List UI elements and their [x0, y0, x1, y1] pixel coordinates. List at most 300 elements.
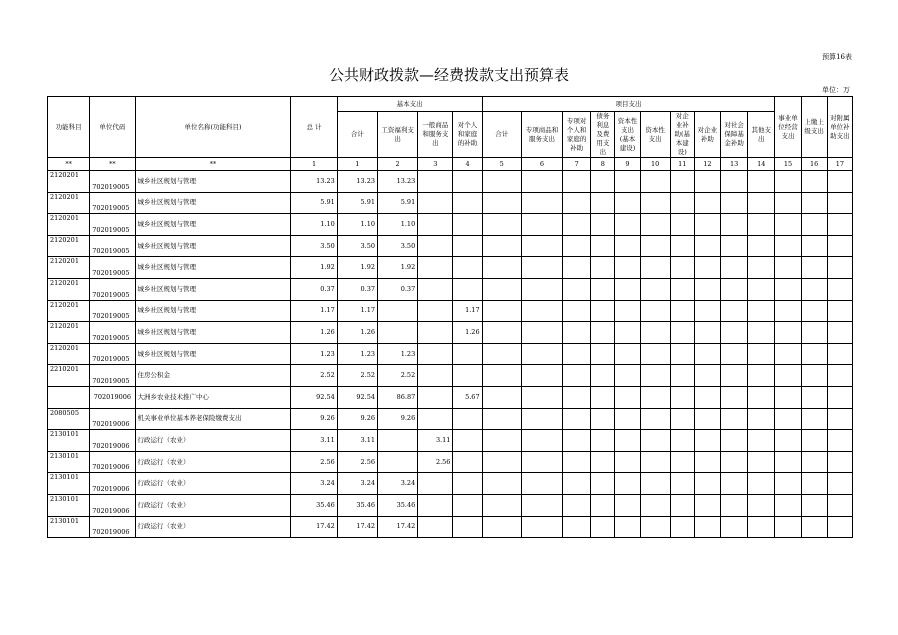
table-row [48, 408, 853, 430]
header-total: 总 计 [291, 97, 337, 158]
func-code-cell: 2130101 [48, 516, 90, 538]
index-cell: 16 [801, 158, 827, 171]
empty-cell [591, 494, 615, 516]
empty-cell [640, 235, 670, 257]
empty-cell [521, 300, 562, 322]
empty-cell [670, 343, 694, 365]
total-cell: 2.52 [291, 365, 337, 387]
empty-cell [775, 516, 801, 538]
empty-cell [640, 257, 670, 279]
empty-cell [615, 171, 640, 193]
empty-cell [694, 365, 720, 387]
goods-cell [418, 278, 453, 300]
empty-cell [801, 365, 827, 387]
empty-cell [694, 171, 720, 193]
empty-cell [482, 171, 521, 193]
unit-name-cell: 城乡社区规划与管理 [135, 343, 291, 365]
header-enterprise: 对企业补助 [694, 112, 720, 158]
empty-cell [563, 322, 591, 344]
total-cell: 1.10 [291, 214, 337, 236]
page-title: 公共财政拨款—经费拨款支出预算表 [328, 66, 569, 84]
empty-cell [694, 278, 720, 300]
unit-name-cell: 大洲乡农业技术推广中心 [135, 386, 291, 408]
empty-cell [591, 214, 615, 236]
empty-cell [827, 322, 852, 344]
table-row [48, 192, 853, 214]
unit-code-cell: 702019005 [90, 257, 135, 279]
basic-sum-cell: 2.56 [337, 451, 377, 473]
unit-name-cell: 行政运行（农业） [135, 430, 291, 452]
empty-cell [694, 451, 720, 473]
empty-cell [640, 343, 670, 365]
total-cell: 1.26 [291, 322, 337, 344]
empty-cell [801, 171, 827, 193]
empty-cell [801, 386, 827, 408]
index-cell: 3 [418, 158, 453, 171]
empty-cell [801, 516, 827, 538]
empty-cell [721, 343, 748, 365]
empty-cell [563, 386, 591, 408]
empty-cell [694, 343, 720, 365]
empty-cell [563, 235, 591, 257]
header-debt: 债务利息及费用支出 [591, 112, 615, 158]
empty-cell [563, 278, 591, 300]
empty-cell [775, 278, 801, 300]
empty-cell [615, 494, 640, 516]
empty-cell [640, 494, 670, 516]
personal-cell [453, 343, 482, 365]
empty-cell [670, 300, 694, 322]
empty-cell [827, 430, 852, 452]
empty-cell [563, 451, 591, 473]
empty-cell [775, 192, 801, 214]
basic-sum-cell: 3.11 [337, 430, 377, 452]
empty-cell [563, 408, 591, 430]
empty-cell [801, 257, 827, 279]
unit-name-cell: 行政运行（农业） [135, 516, 291, 538]
empty-cell [640, 473, 670, 495]
empty-cell [721, 192, 748, 214]
empty-cell [748, 235, 775, 257]
empty-cell [615, 278, 640, 300]
index-cell: 17 [827, 158, 852, 171]
empty-cell [827, 171, 852, 193]
empty-cell [482, 451, 521, 473]
empty-cell [775, 214, 801, 236]
basic-sum-cell: 3.24 [337, 473, 377, 495]
header-upper: 上缴上级支出 [801, 97, 827, 158]
wage-cell: 3.50 [377, 235, 417, 257]
unit-code-cell: 702019006 [90, 494, 135, 516]
index-cell: 10 [640, 158, 670, 171]
empty-cell [640, 365, 670, 387]
empty-cell [482, 257, 521, 279]
empty-cell [721, 214, 748, 236]
empty-cell [694, 322, 720, 344]
index-cell: 14 [748, 158, 775, 171]
empty-cell [640, 408, 670, 430]
personal-cell [453, 365, 482, 387]
empty-cell [521, 473, 562, 495]
func-code-cell: 2130101 [48, 494, 90, 516]
empty-cell [563, 494, 591, 516]
empty-cell [591, 171, 615, 193]
unit-code-cell: 702019006 [90, 430, 135, 452]
index-cell: 7 [563, 158, 591, 171]
wage-cell: 0.37 [377, 278, 417, 300]
personal-cell [453, 494, 482, 516]
empty-cell [591, 257, 615, 279]
empty-cell [721, 386, 748, 408]
empty-cell [721, 322, 748, 344]
unit-name-cell: 城乡社区规划与管理 [135, 322, 291, 344]
empty-cell [482, 386, 521, 408]
total-cell: 1.92 [291, 257, 337, 279]
empty-cell [694, 408, 720, 430]
empty-cell [521, 257, 562, 279]
empty-cell [482, 235, 521, 257]
empty-cell [521, 214, 562, 236]
table-row [48, 235, 853, 257]
basic-sum-cell: 3.50 [337, 235, 377, 257]
unit-name-cell: 行政运行（农业） [135, 494, 291, 516]
unit-code-cell: 702019005 [90, 214, 135, 236]
table-row [48, 257, 853, 279]
basic-sum-cell: 1.26 [337, 322, 377, 344]
empty-cell [748, 192, 775, 214]
func-code-cell: 2120201 [48, 171, 90, 193]
empty-cell [721, 235, 748, 257]
empty-cell [670, 214, 694, 236]
empty-cell [827, 365, 852, 387]
empty-cell [694, 494, 720, 516]
personal-cell: 1.17 [453, 300, 482, 322]
empty-cell [591, 516, 615, 538]
unit-name-cell: 城乡社区规划与管理 [135, 257, 291, 279]
basic-sum-cell: 92.54 [337, 386, 377, 408]
basic-sum-cell: 1.10 [337, 214, 377, 236]
basic-sum-cell: 1.23 [337, 343, 377, 365]
index-cell: 4 [453, 158, 482, 171]
wage-cell: 1.10 [377, 214, 417, 236]
empty-cell [801, 192, 827, 214]
unit-code-cell: 702019005 [90, 278, 135, 300]
unit-code-cell: 702019005 [90, 365, 135, 387]
empty-cell [670, 386, 694, 408]
empty-cell [482, 494, 521, 516]
index-cell: 12 [694, 158, 720, 171]
empty-cell [801, 494, 827, 516]
empty-cell [615, 473, 640, 495]
wage-cell [377, 430, 417, 452]
index-cell: 11 [670, 158, 694, 171]
empty-cell [801, 235, 827, 257]
empty-cell [721, 408, 748, 430]
empty-cell [615, 192, 640, 214]
header-capital-basic: 资本性支出(基本建设) [615, 112, 640, 158]
empty-cell [827, 473, 852, 495]
total-cell: 5.91 [291, 192, 337, 214]
empty-cell [721, 430, 748, 452]
empty-cell [563, 516, 591, 538]
wage-cell: 35.46 [377, 494, 417, 516]
index-row [48, 158, 853, 171]
table-row [48, 278, 853, 300]
empty-cell [721, 451, 748, 473]
empty-cell [591, 192, 615, 214]
empty-cell [775, 300, 801, 322]
basic-sum-cell: 5.91 [337, 192, 377, 214]
unit-name-cell: 城乡社区规划与管理 [135, 214, 291, 236]
empty-cell [640, 386, 670, 408]
empty-cell [748, 214, 775, 236]
personal-cell [453, 171, 482, 193]
wage-cell: 3.24 [377, 473, 417, 495]
empty-cell [748, 278, 775, 300]
wage-cell [377, 300, 417, 322]
empty-cell [775, 171, 801, 193]
personal-cell [453, 235, 482, 257]
personal-cell [453, 408, 482, 430]
empty-cell [670, 192, 694, 214]
empty-cell [775, 430, 801, 452]
total-cell: 3.11 [291, 430, 337, 452]
unit-code-cell: 702019006 [90, 516, 135, 538]
empty-cell [615, 451, 640, 473]
header-goods: 一般商品和服务支出 [418, 112, 453, 158]
empty-cell [521, 343, 562, 365]
personal-cell: 1.26 [453, 322, 482, 344]
empty-cell [615, 322, 640, 344]
empty-cell [591, 322, 615, 344]
header-enterprise-basic: 对企业补助(基本建设) [670, 112, 694, 158]
empty-cell [615, 516, 640, 538]
empty-cell [721, 257, 748, 279]
empty-cell [482, 516, 521, 538]
empty-cell [827, 408, 852, 430]
empty-cell [482, 192, 521, 214]
table-row [48, 343, 853, 365]
goods-cell [418, 192, 453, 214]
empty-cell [670, 365, 694, 387]
func-code-cell: 2120201 [48, 192, 90, 214]
basic-sum-cell: 1.92 [337, 257, 377, 279]
wage-cell: 2.52 [377, 365, 417, 387]
goods-cell [418, 171, 453, 193]
total-cell: 92.54 [291, 386, 337, 408]
empty-cell [482, 430, 521, 452]
index-cell: 2 [377, 158, 417, 171]
empty-cell [615, 257, 640, 279]
empty-cell [670, 235, 694, 257]
goods-cell [418, 365, 453, 387]
func-code-cell: 2080505 [48, 408, 90, 430]
wage-cell [377, 322, 417, 344]
empty-cell [721, 278, 748, 300]
goods-cell [418, 214, 453, 236]
empty-cell [827, 214, 852, 236]
goods-cell: 3.11 [418, 430, 453, 452]
unit-name-cell: 城乡社区规划与管理 [135, 235, 291, 257]
empty-cell [775, 494, 801, 516]
empty-cell [775, 235, 801, 257]
unit-name-cell: 行政运行（农业） [135, 451, 291, 473]
empty-cell [563, 171, 591, 193]
header-unit-code: 单位代码 [90, 97, 135, 158]
empty-cell [563, 300, 591, 322]
empty-cell [670, 171, 694, 193]
table-row [48, 430, 853, 452]
goods-cell [418, 408, 453, 430]
empty-cell [801, 473, 827, 495]
empty-cell [827, 192, 852, 214]
func-code-cell: 2120201 [48, 322, 90, 344]
empty-cell [775, 322, 801, 344]
total-cell: 0.37 [291, 278, 337, 300]
header-social: 对社会保障基金补助 [721, 112, 748, 158]
unit-label: 单位：万 [822, 86, 850, 94]
table-row [48, 451, 853, 473]
empty-cell [521, 365, 562, 387]
total-cell: 1.17 [291, 300, 337, 322]
empty-cell [640, 430, 670, 452]
empty-cell [721, 171, 748, 193]
unit-name-cell: 城乡社区规划与管理 [135, 171, 291, 193]
wage-cell: 1.23 [377, 343, 417, 365]
empty-cell [694, 430, 720, 452]
table-row [48, 494, 853, 516]
func-code-cell: 2120201 [48, 214, 90, 236]
empty-cell [482, 278, 521, 300]
empty-cell [563, 343, 591, 365]
func-code-cell: 2130101 [48, 473, 90, 495]
index-cell: ** [90, 158, 135, 171]
empty-cell [748, 494, 775, 516]
empty-cell [615, 300, 640, 322]
empty-cell [775, 257, 801, 279]
header-basic-sum: 合计 [337, 112, 377, 158]
empty-cell [827, 300, 852, 322]
index-cell: ** [48, 158, 90, 171]
unit-code-cell: 702019006 [90, 386, 135, 408]
empty-cell [827, 278, 852, 300]
basic-sum-cell: 2.52 [337, 365, 377, 387]
empty-cell [670, 473, 694, 495]
wage-cell: 13.23 [377, 171, 417, 193]
header-proj-personal: 专项对个人和家庭的补助 [563, 112, 591, 158]
func-code-cell: 2130101 [48, 430, 90, 452]
empty-cell [670, 408, 694, 430]
empty-cell [482, 343, 521, 365]
empty-cell [615, 235, 640, 257]
empty-cell [721, 494, 748, 516]
empty-cell [615, 365, 640, 387]
index-cell: 13 [721, 158, 748, 171]
header-affiliate: 对附属单位补助支出 [827, 97, 852, 158]
header-other: 其他支出 [748, 112, 775, 158]
goods-cell [418, 473, 453, 495]
empty-cell [591, 235, 615, 257]
empty-cell [775, 473, 801, 495]
empty-cell [721, 365, 748, 387]
table-row [48, 473, 853, 495]
empty-cell [721, 516, 748, 538]
empty-cell [615, 386, 640, 408]
basic-sum-cell: 35.46 [337, 494, 377, 516]
empty-cell [670, 430, 694, 452]
empty-cell [694, 386, 720, 408]
table-row [48, 386, 853, 408]
empty-cell [775, 386, 801, 408]
personal-cell [453, 192, 482, 214]
index-cell: 9 [615, 158, 640, 171]
empty-cell [748, 365, 775, 387]
table-row [48, 322, 853, 344]
goods-cell [418, 516, 453, 538]
index-cell: 1 [291, 158, 337, 171]
header-biz: 事业单位经营支出 [775, 97, 801, 158]
goods-cell: 2.56 [418, 451, 453, 473]
empty-cell [721, 473, 748, 495]
empty-cell [521, 171, 562, 193]
empty-cell [670, 278, 694, 300]
wage-cell: 1.92 [377, 257, 417, 279]
unit-code-cell: 702019005 [90, 300, 135, 322]
empty-cell [615, 214, 640, 236]
empty-cell [748, 408, 775, 430]
unit-code-cell: 702019006 [90, 451, 135, 473]
total-cell: 13.23 [291, 171, 337, 193]
index-cell: 15 [775, 158, 801, 171]
empty-cell [563, 365, 591, 387]
empty-cell [521, 235, 562, 257]
unit-name-cell: 城乡社区规划与管理 [135, 278, 291, 300]
empty-cell [775, 365, 801, 387]
empty-cell [640, 516, 670, 538]
empty-cell [640, 192, 670, 214]
empty-cell [563, 214, 591, 236]
unit-name-cell: 城乡社区规划与管理 [135, 192, 291, 214]
header-func-code: 功能科目 [48, 97, 90, 158]
header-proj-sum: 合计 [482, 112, 521, 158]
empty-cell [775, 451, 801, 473]
table-row [48, 365, 853, 387]
empty-cell [521, 192, 562, 214]
empty-cell [521, 278, 562, 300]
empty-cell [748, 171, 775, 193]
empty-cell [827, 235, 852, 257]
empty-cell [801, 300, 827, 322]
empty-cell [694, 192, 720, 214]
func-code-cell: 2120201 [48, 343, 90, 365]
basic-sum-cell: 1.17 [337, 300, 377, 322]
personal-cell [453, 257, 482, 279]
func-code-cell: 2130101 [48, 451, 90, 473]
empty-cell [521, 516, 562, 538]
personal-cell [453, 516, 482, 538]
empty-cell [640, 300, 670, 322]
func-code-cell: 2120201 [48, 235, 90, 257]
empty-cell [827, 516, 852, 538]
goods-cell [418, 257, 453, 279]
basic-sum-cell: 9.26 [337, 408, 377, 430]
empty-cell [694, 257, 720, 279]
empty-cell [827, 451, 852, 473]
table-row [48, 516, 853, 538]
unit-code-cell: 702019005 [90, 343, 135, 365]
empty-cell [521, 322, 562, 344]
empty-cell [748, 516, 775, 538]
